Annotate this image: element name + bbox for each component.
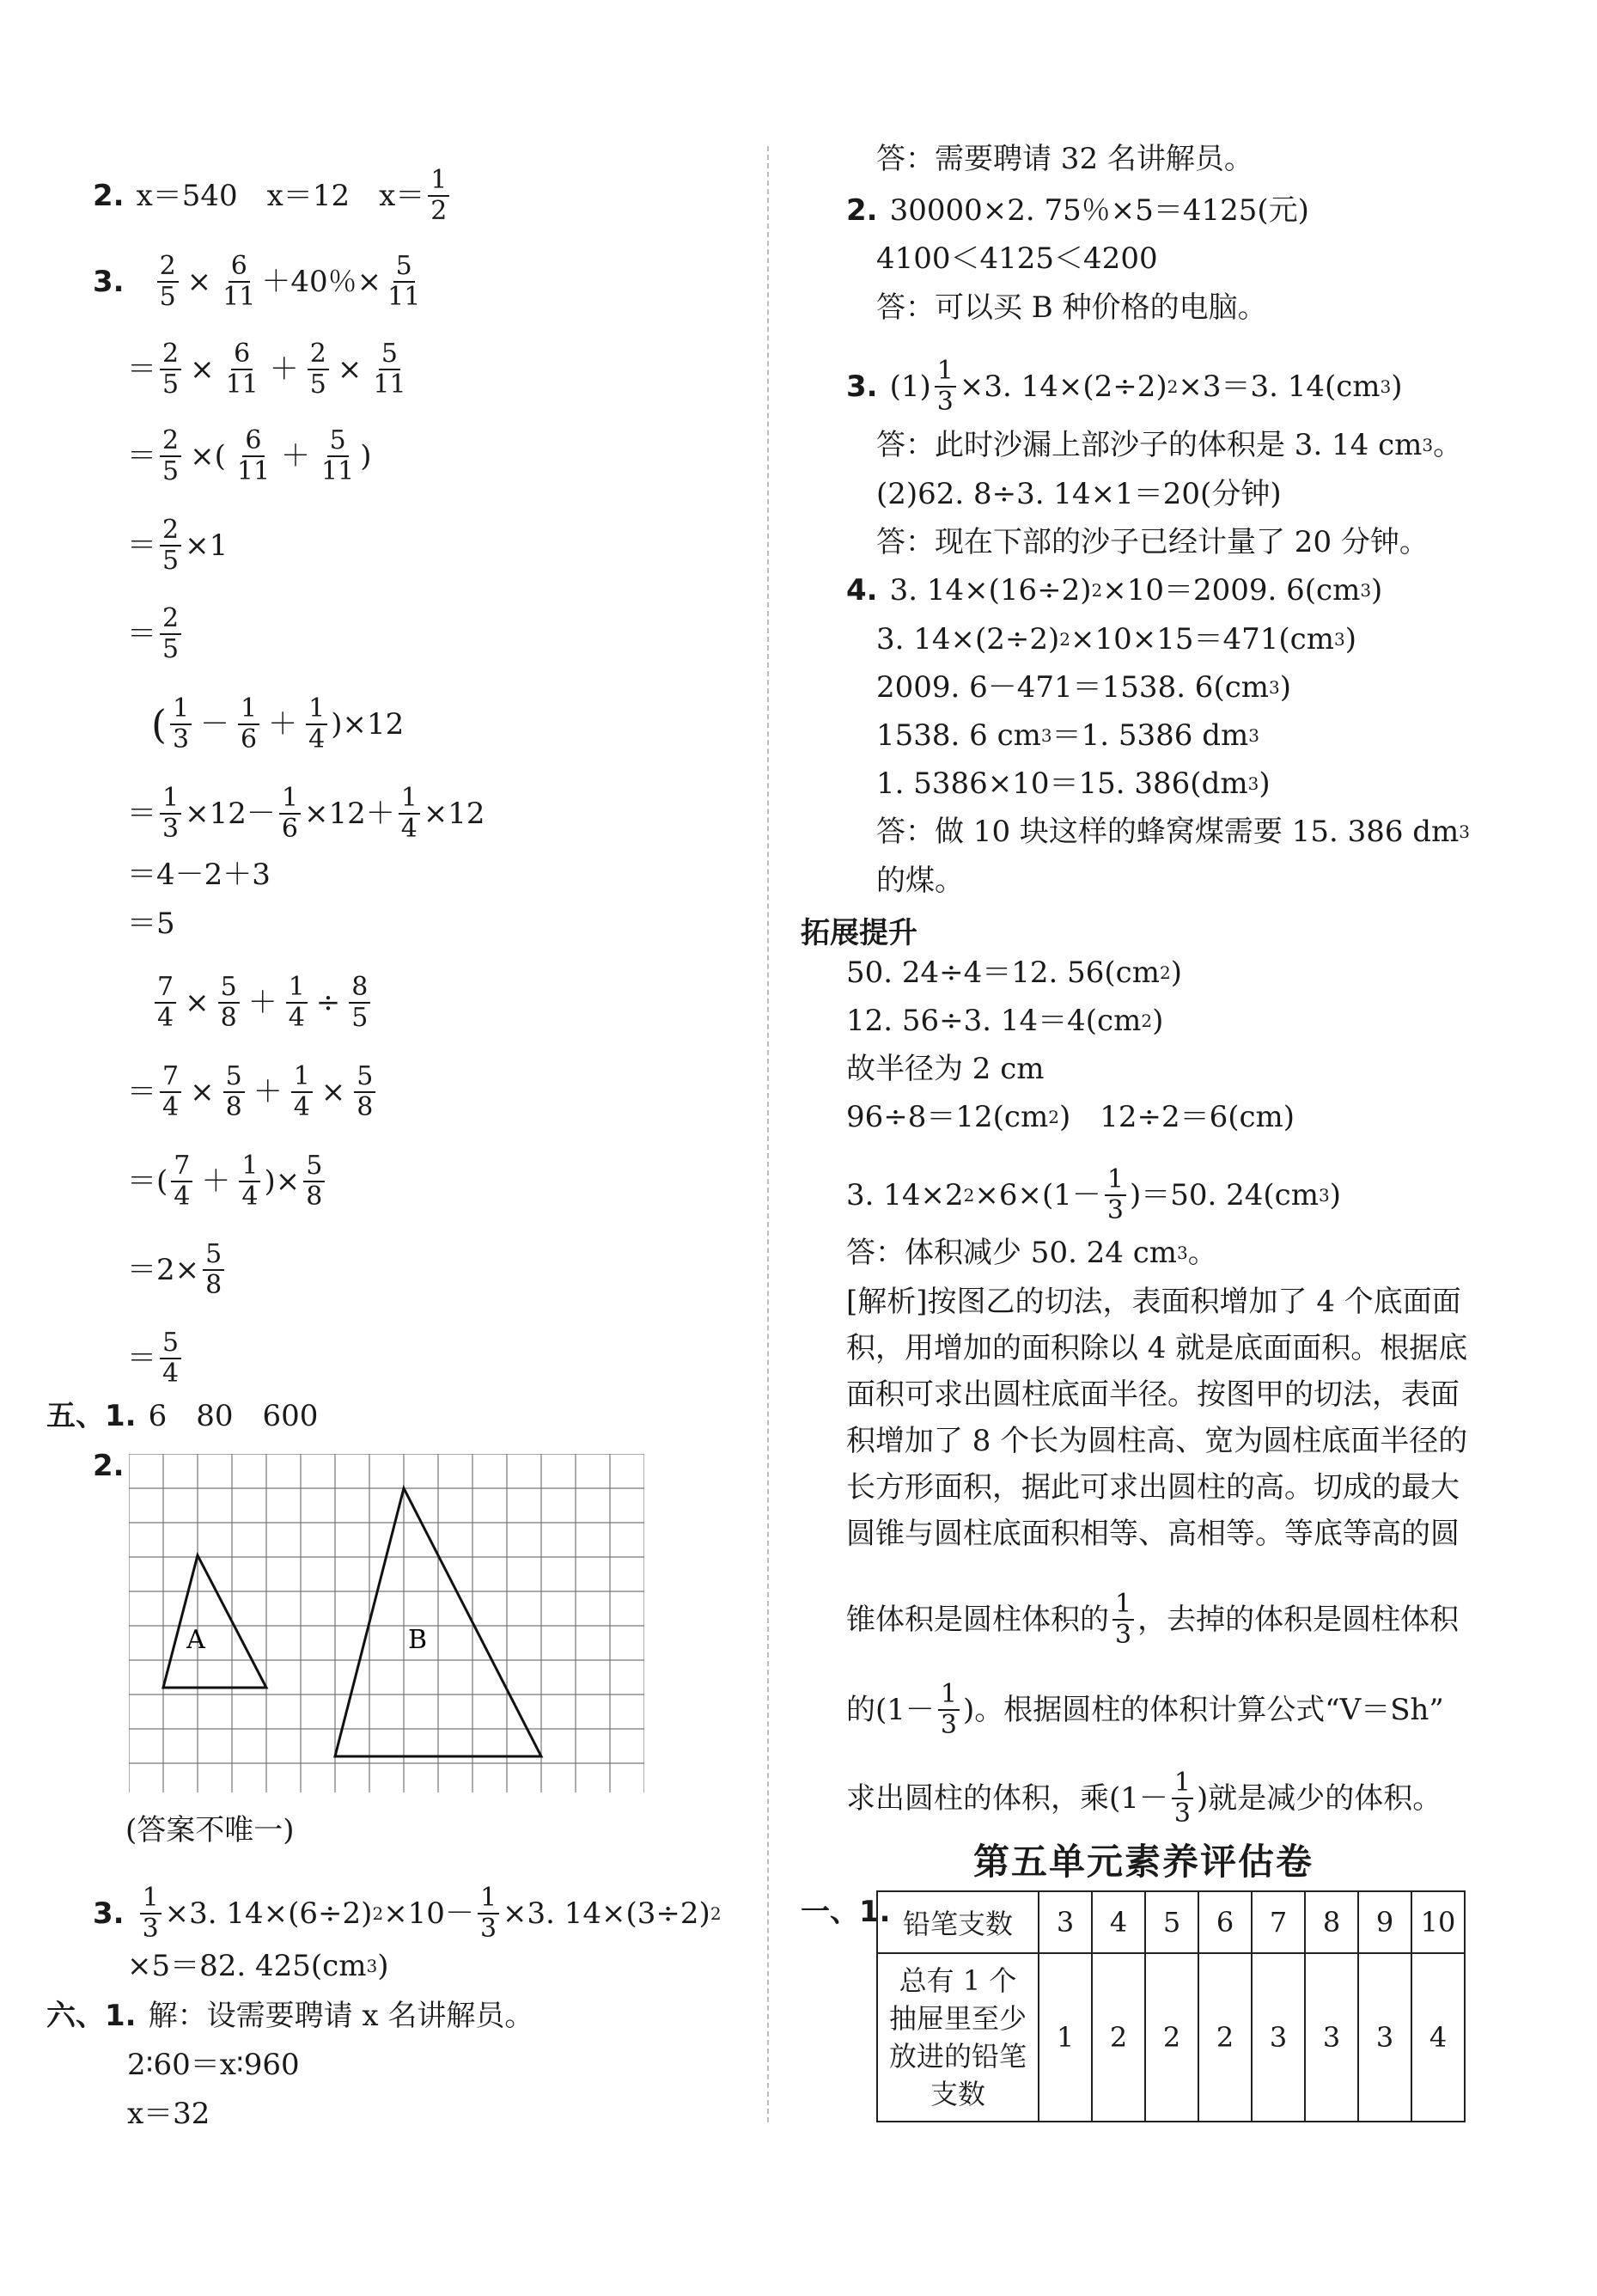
analysis-paragraph <box>846 1279 1499 1557</box>
left-e2-l1: ( $\frac{1}{3}$ － $\frac{1}{6}$ ＋ $\frac{1}{4}$ )×12 <box>151 693 405 754</box>
q2-answers: x＝540 x＝12 x＝ <box>136 179 425 213</box>
left-e3-l3: ＝( $\frac{7}{4}$ ＋ $\frac{1}{4}$ )× $\frac{5}{8}$ <box>127 1151 328 1212</box>
fraction: $\frac{5}{8}$ <box>223 1062 245 1122</box>
left-e1-l5: ＝ $\frac{2}{5}$ <box>127 604 185 664</box>
fraction: $\frac{1}{3}$ <box>170 694 192 754</box>
left-q2 <box>93 166 453 226</box>
ext-l3: 故半径为 2 cm <box>846 1052 1045 1086</box>
section-1-label: 一、1. <box>801 1895 891 1929</box>
table-cell: 3 <box>1039 1891 1092 1953</box>
extension-heading: 拓展提升 <box>801 916 917 950</box>
fraction: $\frac{1}{4}$ <box>399 784 420 844</box>
left-e1-l1: 3. $\frac{2}{5}$ × $\frac{6}{11}$ ＋40％× $\frac{5}{11}$ <box>93 252 426 312</box>
table-cell: 2 <box>1198 1953 1252 2122</box>
fraction: $\frac{6}{11}$ <box>236 425 271 486</box>
unit-title: 第五单元素养评估卷 <box>973 1841 1314 1883</box>
section-5-q1: 五、1. 6 80 600 <box>46 1399 319 1433</box>
left-e1-l4: ＝ $\frac{2}{5}$ ×1 <box>127 515 229 576</box>
fraction: $\frac{5}{11}$ <box>387 251 421 312</box>
fraction: $\frac{1}{3}$ <box>140 1884 162 1944</box>
fraction: $\frac{5}{11}$ <box>373 339 406 400</box>
fraction: $\frac{8}{5}$ <box>349 973 370 1033</box>
triangle-a-label: A <box>186 1625 205 1655</box>
table-cell: 8 <box>1305 1891 1358 1953</box>
fraction: $\frac{1}{4}$ <box>291 1062 313 1122</box>
table-cell: 9 <box>1358 1891 1411 1953</box>
fraction: $\frac{1}{6}$ <box>279 784 301 844</box>
table-cell: 4 <box>1092 1891 1145 1953</box>
fraction: $\frac{1}{4}$ <box>306 694 327 754</box>
fraction: $\frac{2}{5}$ <box>160 516 181 576</box>
analysis-line: [解析]按图乙的切法，表面积增加了 4 个底面面 <box>846 1285 1461 1319</box>
fraction: $\frac{2}{5}$ <box>157 252 179 312</box>
fraction: $\frac{5}{4}$ <box>160 1328 181 1389</box>
fraction: $\frac{1}{3}$ <box>478 1884 499 1944</box>
table-cell: 2 <box>1092 1953 1145 2122</box>
right-q3-a1: 答：此时沙漏上部沙子的体积是 3. 14 cm 3 。 <box>876 428 1463 462</box>
pencil-drawer-table <box>876 1890 1466 2122</box>
table-cell: 3 <box>1305 1953 1358 2122</box>
left-e2-l2: ＝ $\frac{1}{3}$ ×12－ $\frac{1}{6}$ ×12＋ $\frac{1}{4}$ ×12 <box>127 783 485 844</box>
right-q4-a1: 答：做 10 块这样的蜂窝煤需要 15. 386 dm 3 <box>876 815 1471 849</box>
ext-l2: 12. 56÷3. 14＝4(cm 2 ) <box>846 1004 1164 1038</box>
right-q2-l2: 4100＜4125＜4200 <box>876 241 1158 276</box>
triangle-a <box>163 1555 266 1688</box>
table-header-cell: 铅笔支数 <box>877 1891 1039 1953</box>
fraction: $\frac{5}{8}$ <box>354 1062 375 1122</box>
analysis-line: 长方形面积，据此可求出圆柱的高。切成的最大 <box>846 1470 1460 1505</box>
fraction: $\frac{7}{4}$ <box>160 1062 181 1122</box>
analysis-line-8: 的(1－ $\frac{1}{3}$ )。根据圆柱的体积计算公式“V＝Sh” <box>846 1679 1444 1740</box>
right-q4-l1: 4. 3. 14×(16÷2) 2 ×10＝2009. 6(cm 3 ) <box>846 573 1383 608</box>
right-q2-l3: 答：可以买 B 种价格的电脑。 <box>876 290 1267 325</box>
table-cell: 10 <box>1411 1891 1465 1953</box>
section-5-q3-l1: 3. $\frac{1}{3}$ ×3. 14×(6÷2) 2 ×10－ $\frac{1}{3}$ ×3. 14×(3÷2) 2 <box>93 1883 722 1944</box>
section-6-q1: 六、1. 解：设需要聘请 x 名讲解员。 <box>46 1999 534 2033</box>
fraction: $\frac{7}{4}$ <box>171 1151 192 1212</box>
fraction: $\frac{5}{11}$ <box>321 425 355 486</box>
table-cell: 7 <box>1252 1891 1305 1953</box>
analysis-line: 积增加了 8 个长为圆柱高、宽为圆柱底面半径的 <box>846 1424 1468 1458</box>
left-e3-l5: ＝ $\frac{5}{4}$ <box>127 1328 185 1389</box>
ext-l5: 3. 14×2 2 ×6×(1－ $\frac{1}{3}$ )＝50. 24(cm 3 ) <box>846 1164 1341 1225</box>
left-e3-l1: $\frac{7}{4}$ × $\frac{5}{8}$ ＋ $\frac{1}{4}$ ÷ $\frac{8}{5}$ <box>151 973 374 1033</box>
right-answer-1: 答：需要聘请 32 名讲解员。 <box>876 142 1253 176</box>
q2-number: 2. <box>93 179 125 213</box>
fraction: $\frac{1}{4}$ <box>239 1151 260 1212</box>
analysis-line: 面积可求出圆柱底面半径。按图甲的切法，表面 <box>846 1377 1460 1412</box>
fraction: $\frac{1}{3}$ <box>1172 1768 1193 1829</box>
right-q4-l2: 3. 14×(2÷2) 2 ×10×15＝471(cm 3 ) <box>876 622 1356 656</box>
left-e1-l3: ＝ $\frac{2}{5}$ ×( $\frac{6}{11}$ ＋ $\frac{5}{11}$ ) <box>127 425 372 486</box>
analysis-line-9: 求出圆柱的体积，乘(1－ $\frac{1}{3}$ )就是减少的体积。 <box>846 1768 1442 1829</box>
section-6-q1-l3: x＝32 <box>127 2097 210 2131</box>
fraction: $\frac{1}{3}$ <box>160 784 181 844</box>
fraction: $\frac{2}{5}$ <box>160 604 181 664</box>
right-q4-l4: 1538. 6 cm 3 ＝1. 5386 dm 3 <box>876 718 1259 753</box>
table-row <box>877 1891 1465 1953</box>
right-q4-a2: 的煤。 <box>876 864 964 898</box>
left-e3-l4: ＝2× $\frac{5}{8}$ <box>127 1240 228 1300</box>
right-q3-a2: 答：现在下部的沙子已经计量了 20 分钟。 <box>876 525 1429 559</box>
ext-answer: 答：体积减少 50. 24 cm 3 。 <box>846 1236 1217 1270</box>
fraction: $\frac{2}{5}$ <box>160 426 181 486</box>
section-5-q2-number: 2. <box>93 1449 125 1483</box>
table-cell: 5 <box>1145 1891 1198 1953</box>
left-e1-l2: ＝ $\frac{2}{5}$ × $\frac{6}{11}$ ＋ $\frac{2}{5}$ × $\frac{5}{11}$ <box>127 339 412 400</box>
right-q4-l5: 1. 5386×10＝15. 386(dm 3 ) <box>876 766 1271 801</box>
fraction: $\frac{2}{5}$ <box>308 339 329 400</box>
answer-not-unique-note: (答案不唯一) <box>125 1813 295 1847</box>
section-6-q1-l2: 2∶60＝x∶960 <box>127 2048 300 2082</box>
ext-l4: 96÷8＝12(cm 2 ) 12÷2＝6(cm) <box>846 1100 1295 1134</box>
analysis-line-7: 锥体积是圆柱体积的 $\frac{1}{3}$ ，去掉的体积是圆柱体积 <box>846 1589 1460 1650</box>
left-e2-l3: ＝4－2＋3 <box>127 858 271 892</box>
right-q3-l1: 3. (1) $\frac{1}{3}$ ×3. 14×(2÷2) 2 ×3＝3. 14(cm 3 ) <box>846 356 1403 417</box>
fraction: $\frac{6}{11}$ <box>222 251 256 312</box>
table-cell: 2 <box>1145 1953 1198 2122</box>
fraction: $\frac{5}{8}$ <box>203 1240 224 1300</box>
right-q2-l1: 2. 30000×2. 75％×5＝4125(元) <box>846 193 1309 228</box>
table-cell: 3 <box>1358 1953 1411 2122</box>
right-q4-l3: 2009. 6－471＝1538. 6(cm 3 ) <box>876 670 1291 705</box>
fraction: $\frac{1}{2}$ <box>428 166 449 226</box>
fraction: $\frac{6}{11}$ <box>225 339 259 400</box>
table-cell: 3 <box>1252 1953 1305 2122</box>
table-cell: 6 <box>1198 1891 1252 1953</box>
ext-l1: 50. 24÷4＝12. 56(cm 2 ) <box>846 956 1182 990</box>
q3-number: 3. <box>93 265 125 299</box>
fraction: $\frac{5}{8}$ <box>218 973 240 1033</box>
table-header-cell: 总有 1 个 抽屉里至少 放进的铅笔 支数 <box>877 1953 1039 2122</box>
fraction: $\frac{1}{6}$ <box>238 694 259 754</box>
triangle-b-label: B <box>407 1625 428 1655</box>
fraction: $\frac{1}{3}$ <box>935 357 956 417</box>
right-q3-p2: (2)62. 8÷3. 14×1＝20(分钟) <box>876 477 1282 511</box>
left-e2-l4: ＝5 <box>127 907 175 941</box>
fraction: $\frac{1}{3}$ <box>938 1680 960 1740</box>
table-cell: 1 <box>1039 1953 1092 2122</box>
fraction: $\frac{7}{4}$ <box>155 973 176 1033</box>
left-e3-l2: ＝ $\frac{7}{4}$ × $\frac{5}{8}$ ＋ $\frac{1}{4}$ × $\frac{5}{8}$ <box>127 1062 379 1122</box>
analysis-line: 积，用增加的面积除以 4 就是底面面积。根据底 <box>846 1331 1468 1365</box>
fraction: $\frac{1}{4}$ <box>286 973 308 1033</box>
fraction: $\frac{2}{5}$ <box>160 339 181 400</box>
fraction: $\frac{1}{3}$ <box>1112 1590 1134 1650</box>
analysis-line: 圆锥与圆柱底面积相等、高相等。等底等高的圆 <box>846 1517 1460 1551</box>
column-divider <box>767 146 769 2122</box>
section-5-q3-l2: ×5＝82. 425(cm 3 ) <box>127 1949 389 1983</box>
fraction: $\frac{5}{8}$ <box>303 1151 325 1212</box>
table-row <box>877 1953 1465 2122</box>
triangle-grid-figure <box>129 1454 644 1792</box>
fraction: $\frac{1}{3}$ <box>1105 1165 1126 1225</box>
table-cell: 4 <box>1411 1953 1465 2122</box>
